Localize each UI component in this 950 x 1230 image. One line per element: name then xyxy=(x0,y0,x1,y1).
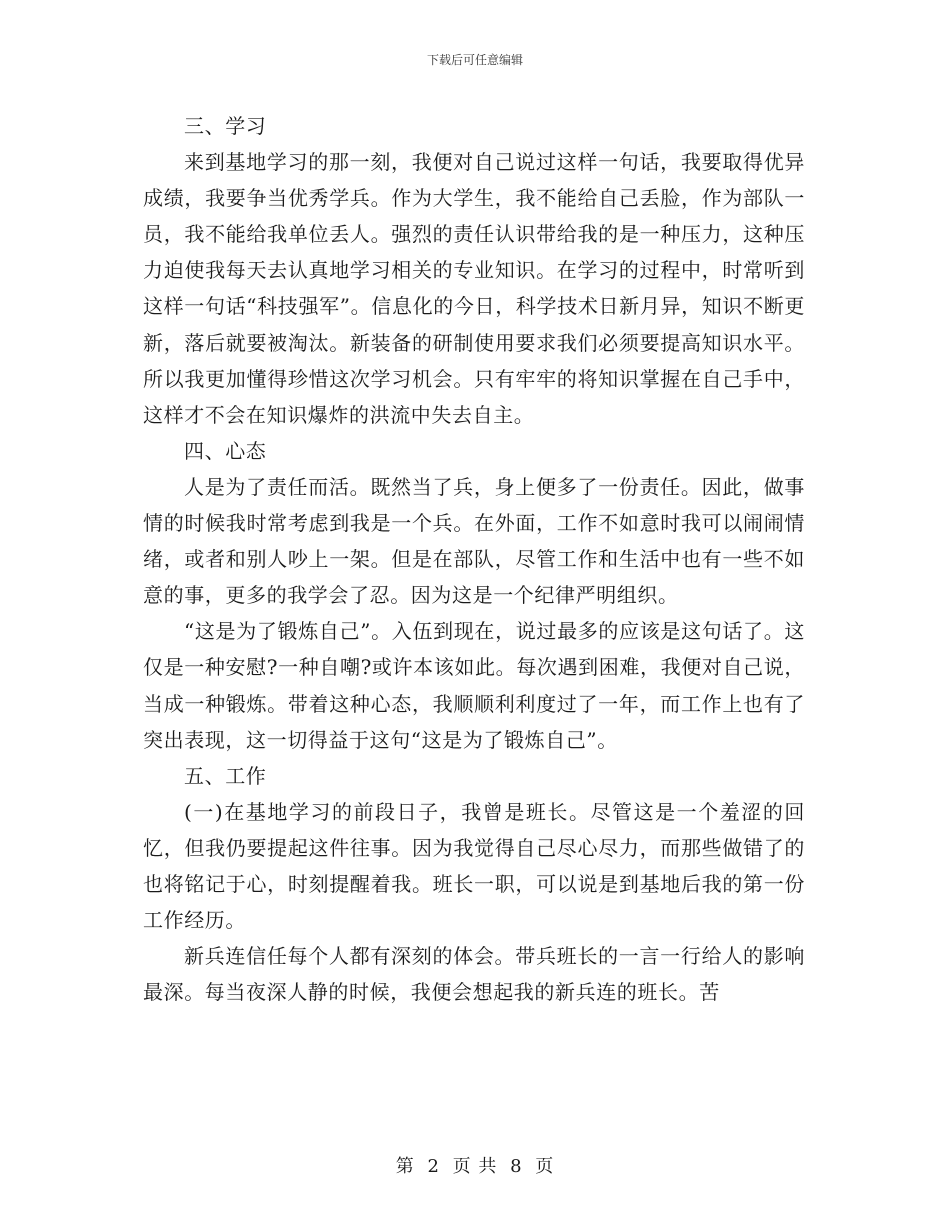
paragraph-study: 来到基地学习的那一刻，我便对自己说过这样一句话，我要取得优异成绩，我要争当优秀学兵。作为大学生，我不能给自己丢脸，作为部队一员，我不能给我单位丢人。强烈的责任认识带给我的是一种压力，这种压力迫使我每天去认真地学习相关的专业知识。在学习的过程中，时常听到这样一句话“科技强军”。信息化的今日，科学技术日新月异，知识不断更新，落后就要被淘汰。新装备的研制使用要求我们必须要提高知识水平。所以我更加懂得珍惜这次学习机会。只有牢牢的将知识掌握在自己手中，这样才不会在知识爆炸的洪流中失去自主。 xyxy=(143,150,805,427)
footer-total-pages: 8 xyxy=(510,1156,523,1177)
section-heading-mindset: 四、心态 xyxy=(184,438,267,463)
paragraph-work-1: (一)在基地学习的前段日子，我曾是班长。尽管这是一个羞涩的回忆，但我仍要提起这件往事。因为我觉得自己尽心尽力，而那些做错了的也将铭记于心，时刻提醒着我。班长一职，可以说是到基地后我的第一份工作经历。 xyxy=(143,799,805,933)
section-heading-work: 五、工作 xyxy=(184,763,267,788)
section-heading-study: 三、学习 xyxy=(184,114,267,138)
page-footer xyxy=(0,1152,950,1178)
footer-prefix: 第 xyxy=(395,1156,415,1177)
paragraph-mindset-2: “这是为了锻炼自己”。入伍到现在，说过最多的应该是这句话了。这仅是一种安慰?一种自嘲?或许本该如此。每次遇到困难，我便对自己说，当成一种锻炼。带着这种心态，我顺顺利利度过了一年，而工作上也有了突出表现，这一切得益于这句“这是为了锻炼自己”。 xyxy=(143,619,805,752)
footer-suffix: 页 xyxy=(535,1156,555,1177)
paragraph-work-2: 新兵连信任每个人都有深刻的体会。带兵班长的一言一行给人的影响最深。每当夜深人静的时候，我便会想起我的新兵连的班长。苦 xyxy=(143,944,805,1005)
document-body xyxy=(143,108,805,1010)
paragraph-mindset-1: 人是为了责任而活。既然当了兵，身上便多了一份责任。因此，做事情的时候我时常考虑到我是一个兵。在外面，工作不如意时我可以闹闹情绪，或者和别人吵上一架。但是在部队，尽管工作和生活中也有一些不如意的事，更多的我学会了忍。因为这是一个纪律严明组织。 xyxy=(143,474,805,608)
footer-middle: 页 共 xyxy=(452,1156,498,1177)
footer-page-number: 2 xyxy=(427,1156,440,1177)
page-header: 下载后可任意编辑 xyxy=(426,53,523,67)
